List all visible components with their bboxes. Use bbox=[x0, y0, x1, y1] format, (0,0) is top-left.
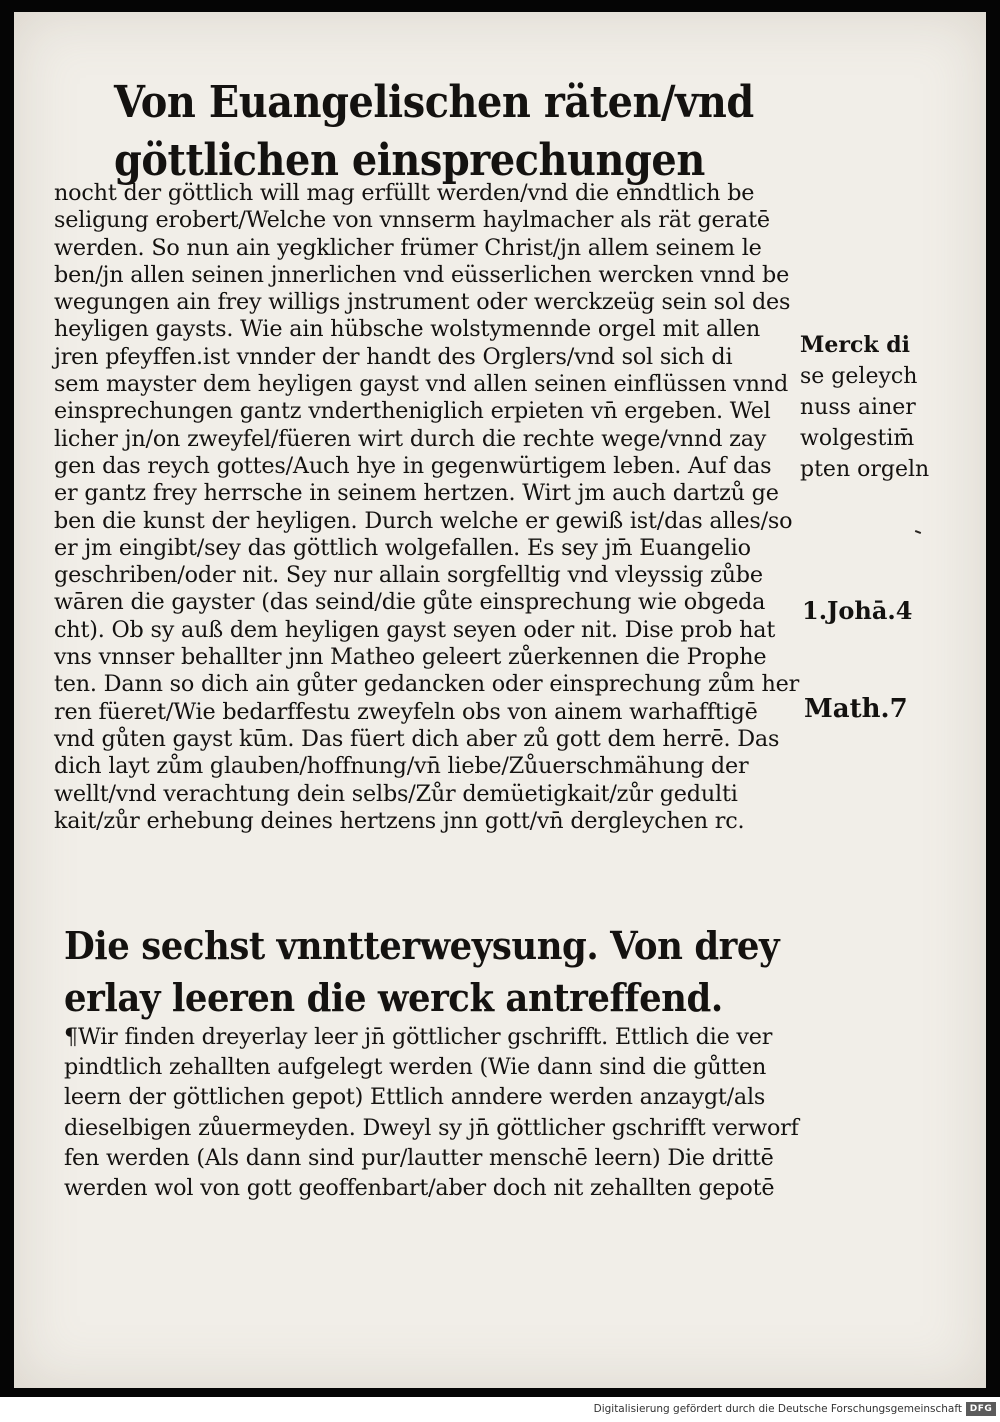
text-line: wegungen ain frey willigs jnstrument oder werckzeüg sein sol des bbox=[54, 289, 791, 316]
section-heading bbox=[64, 920, 779, 1024]
text-line: ten. Dann so dich ain gůter gedancken oder einsprechung zům her bbox=[54, 671, 800, 698]
text-line: nocht der göttlich will mag erfüllt werden/vnd die enndtlich be bbox=[54, 180, 755, 206]
text-line: wāren die gayster (das seind/die gůte einsprechung wie obgeda bbox=[54, 589, 766, 616]
text-line: jren pfeyffen.ist vnnder der handt des Orglers/vnd sol sich di bbox=[54, 343, 733, 370]
section-heading-line: Die sechst vnntterweysung. Von drey bbox=[64, 923, 780, 968]
text-line: heyligen gaysts. Wie ain hübsche wolstymennde orgel mit allen bbox=[54, 316, 761, 343]
margin-note-matthew: Math.7 bbox=[804, 694, 908, 724]
text-line: leern der göttlichen gepot) Ettlich anndere werden anzaygt/als bbox=[64, 1084, 766, 1111]
ink-speck bbox=[915, 530, 921, 534]
text-line: werden. So nun ain yegklicher frümer Christ/jn allem seinem le bbox=[54, 234, 762, 261]
text-line: ren füeret/Wie bedarffestu zweyfeln obs von ainem warhafftigē bbox=[54, 698, 758, 725]
text-line: dieselbigen zůuermeyden. Dweyl sy jn̄ göttlicher gschrifft verworf bbox=[64, 1114, 799, 1141]
text-line: fen werden (Als dann sind pur/lautter menschē leern) Die drittē bbox=[64, 1144, 774, 1171]
body-paragraph-2 bbox=[64, 1022, 799, 1203]
text-line: vnd gůten gayst kūm. Das füert dich aber zů gott dem herrē. Das bbox=[54, 725, 780, 752]
text-line: er jm eingibt/sey das göttlich wolgefallen. Es sey jm̄ Euangelio bbox=[54, 534, 751, 561]
text-line: sem mayster dem heyligen gayst vnd allen seinen einflüssen vnnd bbox=[54, 371, 789, 398]
margin-line: se geleych bbox=[800, 364, 918, 389]
book-page bbox=[14, 12, 986, 1388]
text-line: kait/zůr erhebung deines hertzens jnn gott/vn̄ dergleychen rc. bbox=[54, 807, 745, 834]
text-line: wellt/vnd verachtung dein selbs/Zůr demüetigkait/zůr gedulti bbox=[54, 780, 738, 807]
dfg-logo-icon[interactable]: DFG bbox=[966, 1402, 996, 1416]
page-title bbox=[114, 74, 754, 190]
section-heading-line: erlay leeren die werck antreffend. bbox=[64, 975, 723, 1020]
text-line: ben die kunst der heyligen. Durch welche er gewiß ist/das alles/so bbox=[54, 507, 793, 534]
text-line: seligung erobert/Welche von vnnserm haylmacher als rät geratē bbox=[54, 207, 770, 234]
text-line: geschriben/oder nit. Sey nur allain sorgfelltig vnd vleyssig zůbe bbox=[54, 562, 763, 589]
text-line: einsprechungen gantz vndertheniglich erpieten vn̄ ergeben. Wel bbox=[54, 398, 771, 425]
margin-line: wolgestim̄ bbox=[800, 426, 915, 451]
title-line: Von Euangelischen räten/vnd bbox=[114, 77, 754, 128]
text-line: er gantz frey herrsche in seinem hertzen. Wirt jm auch dartzů ge bbox=[54, 480, 779, 507]
footer-bar bbox=[0, 1397, 1000, 1422]
margin-line: nuss ainer bbox=[800, 395, 916, 420]
text-line: dich layt zům glauben/hoffnung/vn̄ liebe/Zůuerschmähung der bbox=[54, 753, 749, 780]
body-paragraph-1 bbox=[54, 180, 799, 835]
text-line: pindtlich zehallten aufgelegt werden (Wie dann sind die gůtten bbox=[64, 1054, 767, 1081]
margin-line: pten orgeln bbox=[800, 457, 930, 482]
text-line: werden wol von gott geoffenbart/aber doch nit zehallten gepotē bbox=[64, 1175, 775, 1202]
margin-note-johannes: 1.Johā.4 bbox=[802, 596, 913, 625]
margin-line: Merck di bbox=[800, 332, 910, 358]
text-line: gen das reych gottes/Auch hye in gegenwürtigem leben. Auf das bbox=[54, 452, 772, 479]
text-line: ben/jn allen seinen jnnerlichen vnd eüsserlichen wercken vnnd be bbox=[54, 261, 790, 288]
title-line: göttlichen einsprechungen bbox=[114, 135, 705, 186]
text-line: ¶Wir finden dreyerlay leer jn̄ göttlicher gschrifft. Ettlich die ver bbox=[64, 1024, 773, 1050]
text-line: licher jn/on zweyfel/füeren wirt durch die rechte wege/vnnd zay bbox=[54, 425, 767, 452]
text-line: cht). Ob sy auß dem heyligen gayst seyen oder nit. Dise prob hat bbox=[54, 616, 776, 643]
margin-note-merck bbox=[800, 330, 929, 485]
funding-credit: Digitalisierung gefördert durch die Deutsche Forschungsgemeinschaft bbox=[593, 1403, 962, 1415]
text-line: vns vnnser behallter jnn Matheo geleert zůerkennen die Prophe bbox=[54, 644, 767, 671]
